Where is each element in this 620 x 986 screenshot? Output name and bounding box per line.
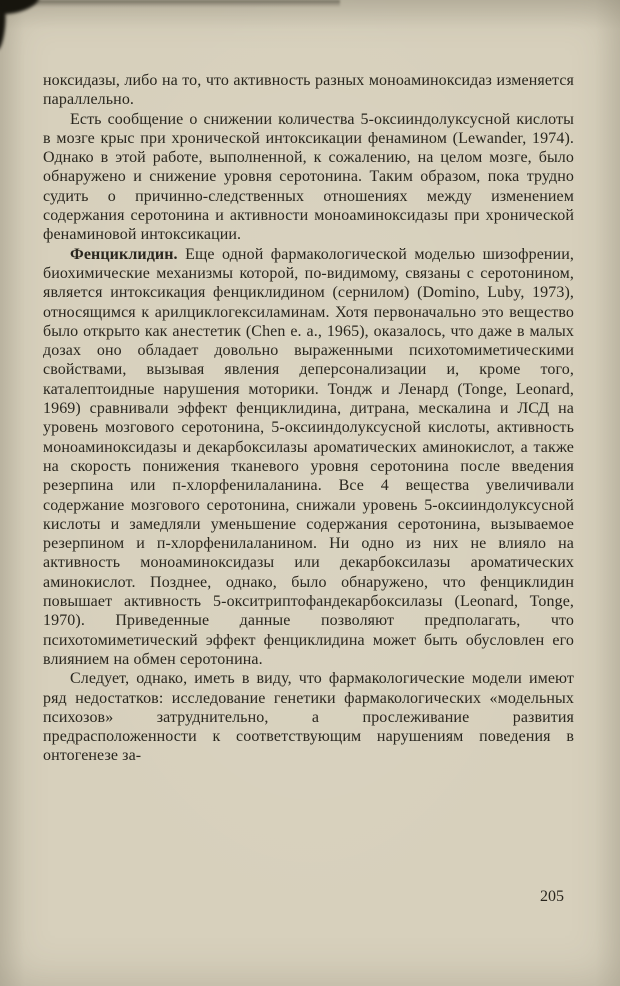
scan-artifact-top-left-corner [0,0,42,18]
page-number: 205 [540,888,564,905]
paragraph-phencyclidine-body: Еще одной фармакологической моделью шизофрении, биохимические механизмы которой, по-видимому, связаны с серотонином, является интоксикация фенциклидином (сернилом) (Domino, Luby, 1973), относящимся к арилциклогексиламинам. Хотя первоначально это вещество было открыто как анестетик (Chen e. a., 1965), оказалось, что даже в малых дозах оно обладает довольно выраженными психотомиметическими свойствами, вызывая явления деперсонализации и, кроме того, каталептоидные нарушения моторики. Тондж и Ленард (Tonge, Leonard, 1969) сравнивали эффект фенциклидина, дитрана, мескалина и ЛСД на уровень мозгового серотонина, 5-оксииндолуксусной кислоты, активность моноаминоксидазы и декарбоксилазы ароматических аминокислот, а также на скорость понижения тканевого уровня серотонина после введения резерпина или п-хлорфенилаланина. Все 4 вещества увеличивали содержание мозгового серотонина, снижали уровень 5-оксииндолуксусной кислоты и замедляли уменьшение содержания серотонина, вызываемое резерпином и п-хлорфенилаланином. Ни одно из них не влияло на активность моноаминоксидазы или декарбоксилазы ароматических аминокислот. Позднее, однако, было обнаружено, что фенциклидин повышает активность 5-окситриптофандекарбоксилазы (Leonard, Tonge, 1970). Приведенные данные позволяют предполагать, что психотомиметический эффект фенциклидина может быть обусловлен его влиянием на обмен серотонина. [43,245,574,668]
paragraph-lead-phencyclidine: Фенциклидин. [70,245,178,263]
page-number-row [43,888,574,906]
paragraph-phencyclidine [43,245,574,670]
paragraph-continuation: ноксидазы, либо на то, что активность разных моноаминоксидаз изменяется параллельно. [43,72,574,109]
page-text [43,71,574,766]
scan-shadow-top [0,0,340,7]
paragraph-model-limitations: Следует, однако, иметь в виду, что фармакологические модели имеют ряд недостатков: исследование генетики фармакологических «модельных психозов» затруднительно, а прослеживание развития предрасположенности к соответствующим нарушениям поведения в онтогенезе за- [43,670,574,765]
paragraph-fenamine-intoxication: Есть сообщение о снижении количества 5-оксииндолуксусной кислоты в мозге крыс при хронической интоксикации фенамином (Lewander, 1974). Однако в этой работе, выполненной, к сожалению, на целом мозге, было обнаружено и снижение уровня серотонина. Таким образом, пока трудно судить о причинно-следственных отношениях между изменением содержания серотонина и активности моноаминоксидазы при хронической фенаминовой интоксикации. [43,110,574,244]
